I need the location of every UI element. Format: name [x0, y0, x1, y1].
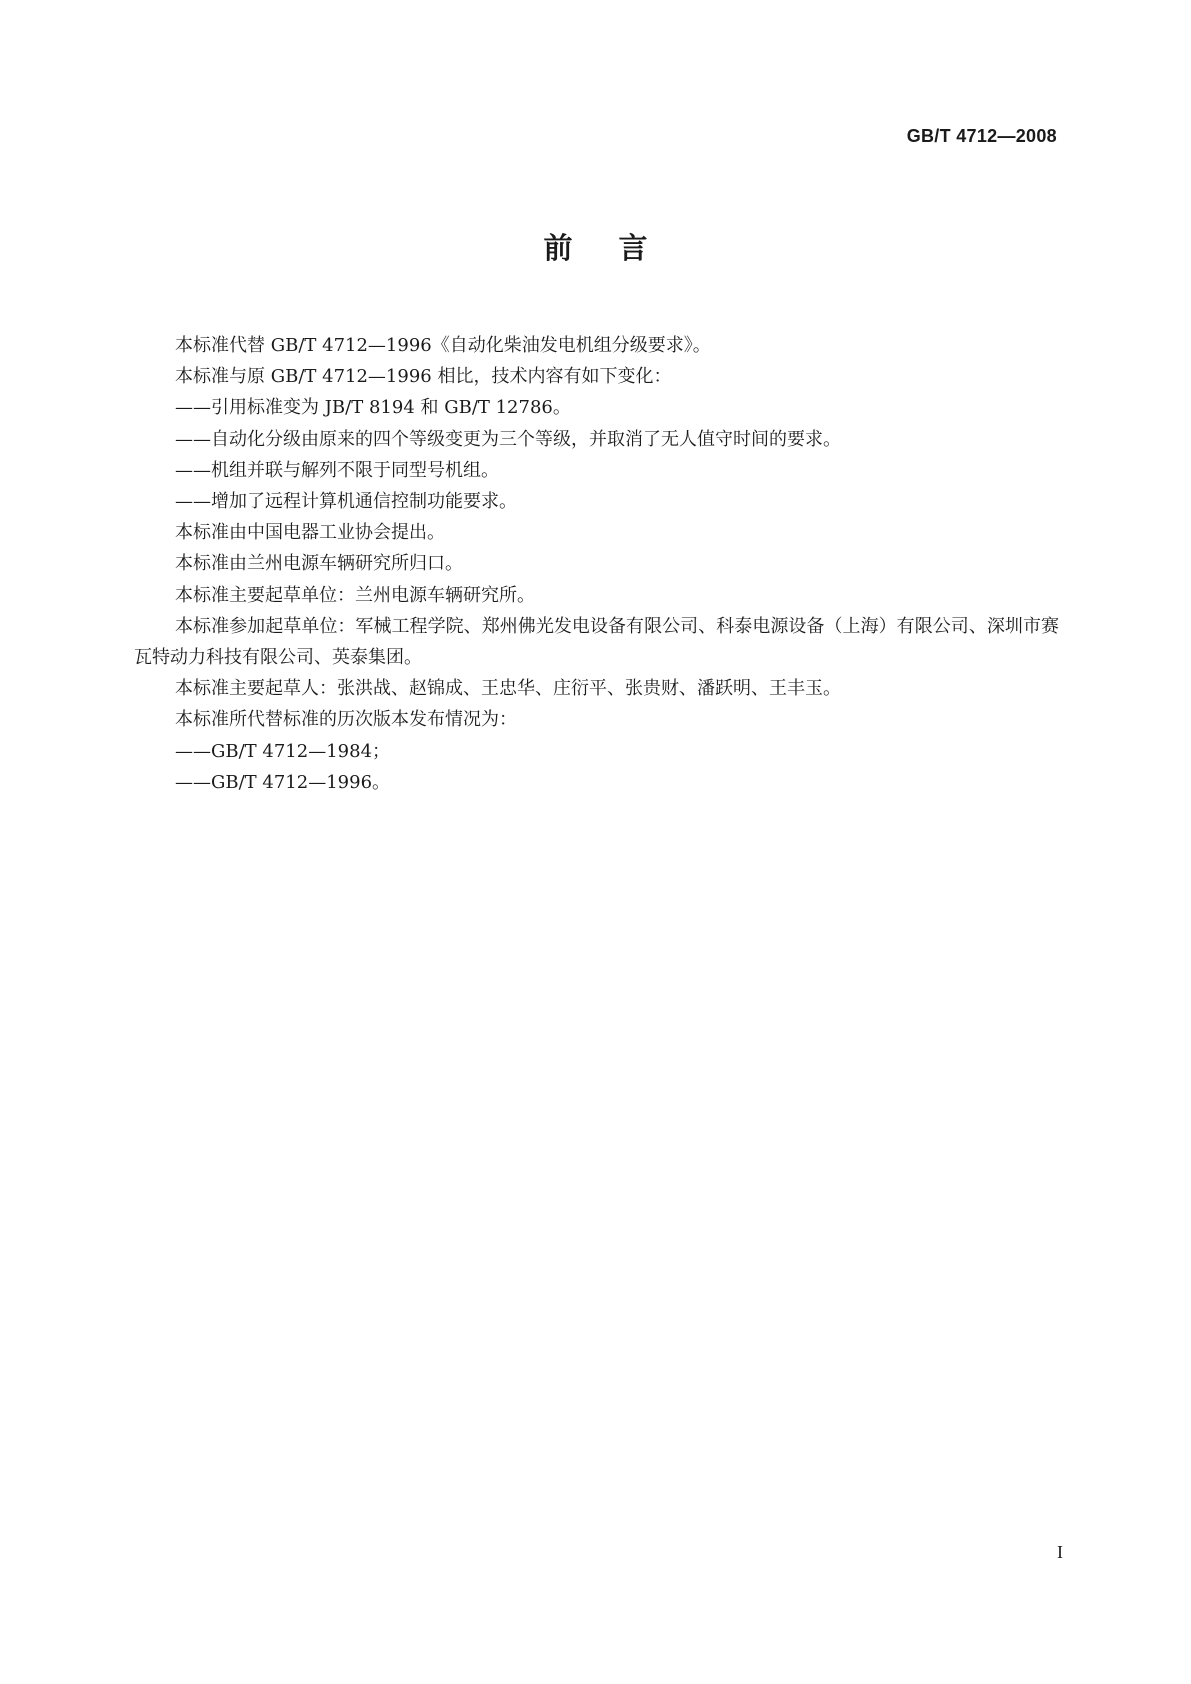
list-item-change: ——机组并联与解列不限于同型号机组。 — [175, 459, 499, 481]
list-item-edition: ——GB/T 4712—1996。 — [175, 771, 391, 793]
paragraph-participating-units: 本标准参加起草单位：军械工程学院、郑州佛光发电设备有限公司、科泰电源设备（上海）有限公司、深圳市赛瓦特动力科技有限公司、英泰集团。 — [134, 615, 1059, 669]
paragraph-proposer: 本标准由中国电器工业协会提出。 — [175, 522, 445, 544]
page-number: I — [1057, 1542, 1063, 1562]
standard-code: GB/T 4712—2008 — [906, 126, 1057, 146]
paragraph-replaces: 本标准代替 GB/T 4712—1996《自动化柴油发电机组分级要求》。 — [175, 335, 711, 356]
paragraph-changes-intro: 本标准与原 GB/T 4712—1996 相比，技术内容有如下变化： — [175, 366, 672, 388]
foreword-body — [134, 330, 1059, 798]
page-title: 前言 — [543, 231, 694, 265]
paragraph-main-drafters: 本标准主要起草人：张洪战、赵锦成、王忠华、庄衍平、张贵财、潘跃明、王丰玉。 — [175, 678, 841, 700]
paragraph-administrator: 本标准由兰州电源车辆研究所归口。 — [175, 553, 463, 575]
paragraph-main-drafter-unit: 本标准主要起草单位：兰州电源车辆研究所。 — [175, 584, 535, 606]
list-item-change: ——增加了远程计算机通信控制功能要求。 — [175, 491, 517, 513]
paragraph-previous-editions: 本标准所代替标准的历次版本发布情况为： — [175, 709, 517, 731]
list-item-edition: ——GB/T 4712—1984； — [175, 740, 391, 762]
list-item-change: ——引用标准变为 JB/T 8194 和 GB/T 12786。 — [175, 397, 571, 419]
list-item-change: ——自动化分级由原来的四个等级变更为三个等级，并取消了无人值守时间的要求。 — [175, 428, 841, 450]
